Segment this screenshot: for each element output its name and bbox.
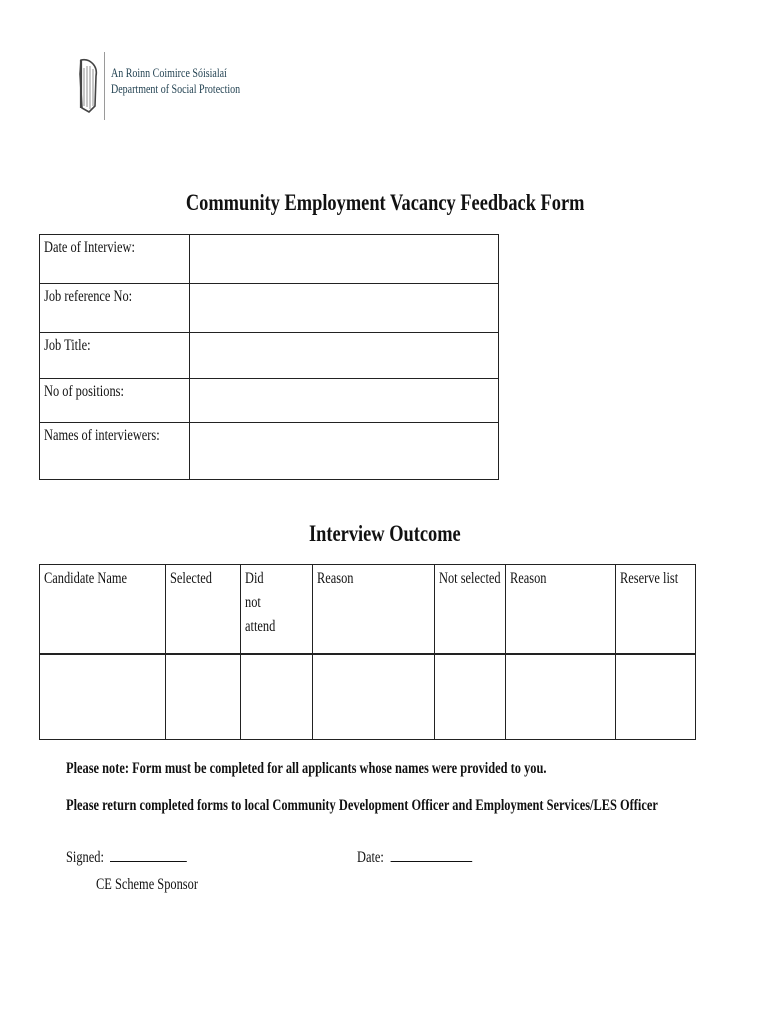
details-row	[40, 333, 499, 379]
harp-icon	[76, 56, 100, 114]
details-row	[40, 423, 499, 480]
details-row	[40, 379, 499, 423]
outcome-title: Interview Outcome	[309, 521, 461, 546]
reserve-list-cell[interactable]	[616, 654, 696, 740]
names-of-interviewers-label: Names of interviewers:	[40, 423, 190, 480]
details-row	[40, 235, 499, 284]
reason-cell-2[interactable]	[506, 654, 616, 740]
signature-line[interactable]	[110, 849, 187, 862]
date-label: Date:	[357, 849, 384, 866]
date-of-interview-field[interactable]	[189, 235, 498, 284]
form-title: Community Employment Vacancy Feedback Form	[185, 190, 585, 215]
column-header-not-selected: Not selected	[435, 565, 506, 655]
details-row	[40, 284, 499, 333]
reason-cell[interactable]	[313, 654, 435, 740]
job-reference-field[interactable]	[189, 284, 498, 333]
names-of-interviewers-field[interactable]	[189, 423, 498, 480]
date-field	[357, 849, 501, 867]
signer-role: CE Scheme Sponsor	[96, 876, 198, 893]
department-name-irish: An Roinn Coimirce Sóisialaí	[111, 66, 227, 80]
outcome-table	[39, 564, 696, 740]
date-line[interactable]	[390, 849, 472, 862]
department-logo	[76, 52, 241, 120]
logo-divider	[104, 52, 105, 120]
completion-note: Please note: Form must be completed for all applicants whose names were provided to you.	[66, 760, 547, 777]
column-header-selected: Selected	[166, 565, 241, 655]
column-header-reason: Reason	[313, 565, 435, 655]
date-of-interview-label: Date of Interview:	[40, 235, 190, 284]
candidate-name-cell[interactable]	[40, 654, 166, 740]
column-header-reason-2: Reason	[506, 565, 616, 655]
job-reference-label: Job reference No:	[40, 284, 190, 333]
job-title-label: Job Title:	[40, 333, 190, 379]
selected-cell[interactable]	[166, 654, 241, 740]
table-row	[40, 654, 696, 740]
no-of-positions-label: No of positions:	[40, 379, 190, 423]
outcome-header-row	[40, 565, 696, 655]
did-not-attend-cell[interactable]	[241, 654, 313, 740]
column-header-candidate-name: Candidate Name	[40, 565, 166, 655]
column-header-did-not-attend: Did not attend	[241, 565, 313, 655]
details-table	[39, 234, 499, 480]
job-title-field[interactable]	[189, 333, 498, 379]
column-header-reserve-list: Reserve list	[616, 565, 696, 655]
not-selected-cell[interactable]	[435, 654, 506, 740]
signed-field	[66, 849, 217, 867]
signed-label: Signed:	[66, 849, 104, 866]
no-of-positions-field[interactable]	[189, 379, 498, 423]
return-note: Please return completed forms to local Community Development Officer and Employment Services/LES Officer	[66, 797, 658, 814]
department-name-english: Department of Social Protection	[111, 82, 241, 96]
